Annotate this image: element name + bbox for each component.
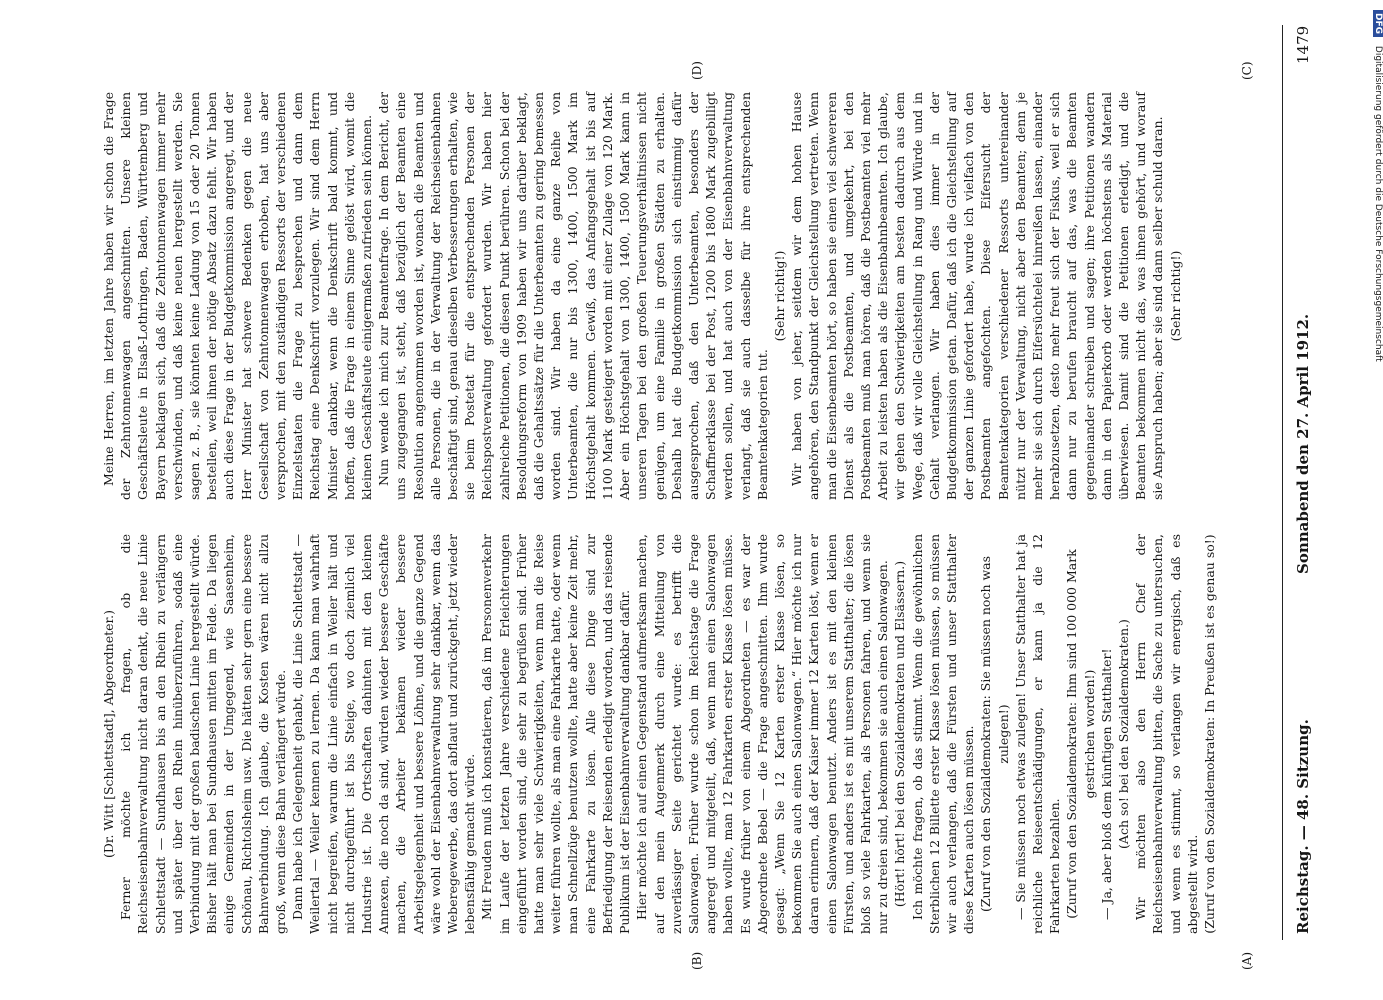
interjection: (Zuruf von den Sozialdemokraten: In Preußen ist es genau so!) xyxy=(1202,534,1217,934)
interjection: (Sehr richtig!) xyxy=(1167,250,1183,342)
paragraph: Meine Herren, im letzten Jahre haben wir schon die Frage der Zehntonnenwagen angeschnitten. Unsere kleinen Geschäftsleute in Elsaß-Lothringen, Baden, Württemberg und Bayern beklagen sich, daß die Zehntonnenwagen immer mehr verschwinden, und daß keine neuen hergestellt werden. Sie sagen z. B., sie könnten keine Ladung von 15 oder 20 Tonnen bestellen, weil ihnen der nötige Absatz dazu fehlt. Wir haben auch diese Frage in der Budgetkommission angeregt, und der Herr Minister hat schwere Bedenken gegen die neue Gesellschaft von Zehntonnenwagen erhoben, hat uns aber versprochen, mit den zuständigen Ressorts der verschiedenen Einzelstaaten die Frage zu besprechen und dann dem Reichstag eine Denkschrift vorzulegen. Wir sind dem Herrn Minister dankbar, wenn die Denkschrift bald kommt, und hoffen, daß die Frage in einem Sinne gelöst wird, womit die kleinen Geschäftsleute einigermaßen zufrieden sein können. xyxy=(101,92,375,500)
interjection: (Zuruf von den Sozialdemokraten: Ihm sind 100 000 Mark gestrichen worden!) xyxy=(1064,549,1097,919)
dfg-logo: DFG xyxy=(1373,10,1383,37)
header-rule xyxy=(1282,25,1283,940)
interjection: (Zuruf von den Sozialdemokraten: Sie müssen noch was zulegen!) xyxy=(978,555,1011,913)
watermark-text: Digitalisierung gefördert durch die Deutsche Forschungsgemeinschaft xyxy=(1373,45,1383,362)
paragraph: — Sie müssen noch etwas zulegen! Unser Statthalter hat ja reichliche Reiseentschädigungen, er kann ja die 12 Fahrkarten bezahlen. xyxy=(1012,534,1063,934)
interjection: (Hört! hört! bei den Sozialdemokraten und Elsässern.) xyxy=(892,560,908,908)
paragraph: Ich möchte fragen, ob das stimmt. Wenn die gewöhnlichen Sterblichen 12 Billette erster Klasse lösen müssen, so müssen wir auch verlangen, daß die Fürsten und unser Statthalter diese Karten auch lösen müssen. xyxy=(909,534,977,934)
paragraph: Ferner möchte ich fragen, ob die Reichseisenbahnverwaltung nicht daran denkt, die neue Linie Schlettstadt — Sundhausen bis an den Rhein zu verlängern und später über den Rhein hinüberzuführen, sodaß eine Verbindung mit der großen badischen Linie hergestellt würde. Bisher hält man bei Sundhausen mitten im Felde. Da liegen einige Gemeinden in der Umgegend, wie Saasenheim, Schönau, Richtolsheim usw. Die hätten sehr gern eine bessere Bahnverbindung. Ich glaube, die Kosten wären nicht allzu groß, wenn diese Bahn verlängert würde. xyxy=(118,534,289,934)
margin-letter-d: (D) xyxy=(690,61,704,80)
page-number: 1479 xyxy=(1294,25,1312,64)
paragraph: — Ja, aber bloß dem künftigen Statthalter! xyxy=(1098,648,1114,920)
right-column xyxy=(100,92,1184,500)
interjection: (Ach so! bei den Sozialdemokraten.) xyxy=(1115,619,1131,849)
margin-letter-a: (A) xyxy=(1240,951,1254,970)
paragraph: Nun wende ich mich zur Beamtenfrage. In dem Bericht, der uns zugegangen ist, steht, daß bezüglich der Beamten eine Resolution angenommen worden ist, wonach die Beamten und alle Personen, die in der Verwaltung der Reichseisenbahnen beschäftigt sind, genau dieselben Verbesserungen erhalten, wie sie beim Postetat für die entsprechenden Personen der Reichspostverwaltung gefordert wurden. Wir haben hier zahlreiche Petitionen, die diesen Punkt berühren. Schon bei der Besoldungsreform von 1909 haben wir uns darüber beklagt, daß die Gehaltssätze für die Unterbeamten zu gering bemessen worden sind. Wir haben da eine ganze Reihe von Unterbeamten, die nur bis 1300, 1400, 1500 Mark im Höchstgehalt kommen. Gewiß, das Anfangsgehalt ist bis auf 1100 Mark gesteigert worden mit einer Zulage von 120 Mark. Aber ein Höchstgehalt von 1300, 1400, 1500 Mark kann in unseren Tagen bei den großen Teuerungsverhältnissen nicht genügen, um eine Familie in großen Städten zu erhalten. Deshalb hat die Budgetkommission sich einstimmig dafür ausgesprochen, daß den Unterbeamten, besonders der Schaffnerklasse bei der Post, 1200 bis 1800 Mark zugebilligt werden sollen, und hat auch von der Eisenbahnverwaltung verlangt, daß sie auch dasselbe für ihre entsprechenden Beamtenkategorien tut. xyxy=(376,92,770,500)
paragraph: Mit Freuden muß ich konstatieren, daß im Personenverkehr im Laufe der letzten Jahre verschiedene Erleichterungen eingeführt worden sind, die sehr zu begrüßen sind. Früher hatte man sehr viele Schwierigkeiten, wenn man die Reise weiter führen wollte, als man eine Fahrkarte hatte, oder wenn man Schnellzüge benutzen wollte, hatte aber keine Zeit mehr, eine Fahrkarte zu lösen. Alle diese Dinge sind zur Befriedigung der Reisenden erledigt worden, und das reisende Publikum ist der Eisenbahnverwaltung dankbar dafür. xyxy=(479,533,633,934)
margin-letter-c: (C) xyxy=(1240,61,1254,80)
left-column xyxy=(100,534,1218,934)
watermark-strip xyxy=(1370,10,1383,990)
header-left: Reichstag. — 48. Sitzung. xyxy=(1294,719,1312,934)
speaker-line: (Dr. Witt [Schlettstadt], Abgeordneter.) xyxy=(101,609,116,859)
header-date: Sonnabend den 27. April 1912. xyxy=(1294,313,1312,574)
paragraph: Wir haben von jeher, seitdem wir dem hohen Hause angehören, den Standpunkt der Gleichstellung vertreten. Wenn man die Eisenbeamten hört, so haben sie einen viel schwereren Dienst als die Postbeamten, und umgekehrt, bei den Postbeamten muß man hören, daß die Postbeamten viel mehr Arbeit zu leisten haben als die Eisenbahnbeamten. Ich glaube, wir gehen den Schwierigkeiten am besten dadurch aus dem Wege, daß wir volle Gleichstellung in Rang und Würde und in Gehalt verlangen. Wir haben dies immer in der Budgetkommission getan. Dafür, daß ich die Gleichstellung auf der ganzen Linie gefordert habe, wurde ich vielfach von den Postbeamten angefochten. Diese Eifersucht der Beamtenkategorien verschiedener Ressorts untereinander nützt nur der Verwaltung, nicht aber den Beamten; denn je mehr sie sich durch Eifersüchtelei hinreißen lassen, einander herabzusetzen, desto mehr freut sich der Fiskus, weil er sich dann nur zu berufen braucht auf das, was die Beamten gegeneinander schreiben und sagen; ihre Petitionen wandern dann in den Papierkorb oder werden höchstens als Material überwiesen. Damit sind die Petitionen erledigt, und die Beamten bekommen nicht das, was ihnen gehört, und worauf sie Anspruch haben; aber sie sind dann selber schuld daran. xyxy=(789,92,1166,500)
paragraph: Dann habe ich Gelegenheit gehabt, die Linie Schlettstadt — Weilertal — Weiler kennen zu lernen. Da kann man wahrhaft nicht begreifen, warum die Linie einfach in Weiler hält und nicht durchgeführt ist bis Steige, wo doch ziemlich viel Industrie ist. Die Ortschaften dahinten mit den kleinen Annexen, die noch da sind, würden wieder bessere Geschäfte machen, die Arbeiter bekämen wieder bessere Arbeitsgelegenheit und bessere Löhne, und die ganze Gegend wäre wohl der Eisenbahnverwaltung sehr dankbar, wenn das Weberegewerbe, das dort abflaut und zurückgeht, jetzt wieder lebensfähig gemacht würde. xyxy=(290,534,478,934)
paragraph: Hier möchte ich auf einen Gegenstand aufmerksam machen, auf den mein Augenmerk durch eine Mitteilung von zuverlässiger Seite gerichtet wurde: es betrifft die Salonwagen. Früher wurde schon im Reichstage die Frage angeregt und mitgeteilt, daß, wenn man einen Salonwagen haben wollte, man 12 Fahrkarten erster Klasse lösen müsse. Es wurde früher von einem Abgeordneten — es war der Abgeordnete Bebel — die Frage angeschnitten. Ihm wurde gesagt: „Wenn Sie 12 Karten erster Klasse lösen, so bekommen Sie auch einen Salonwagen.“ Hier möchte ich nur daran erinnern, daß der Kaiser immer 12 Karten löst, wenn er einen Salonwagen benutzt. Anders ist es mit den kleinen Fürsten, und anders ist es mit unserem Statthalter; die lösen bloß so viele Fahrkarten, als Personen fahren, und wenn sie nur zu dreien sind, bekommen sie auch einen Salonwagen. xyxy=(634,534,891,934)
interjection: (Sehr richtig!) xyxy=(771,250,787,342)
page-header xyxy=(1290,25,1320,934)
paragraph: Wir möchten also den Herrn Chef der Reichseisenbahnverwaltung bitten, die Sache zu untersuchen, und wenn es stimmt, so verlangen wir energisch, daß es abgestellt wird. xyxy=(1133,534,1200,934)
margin-letter-b: (B) xyxy=(690,951,704,970)
